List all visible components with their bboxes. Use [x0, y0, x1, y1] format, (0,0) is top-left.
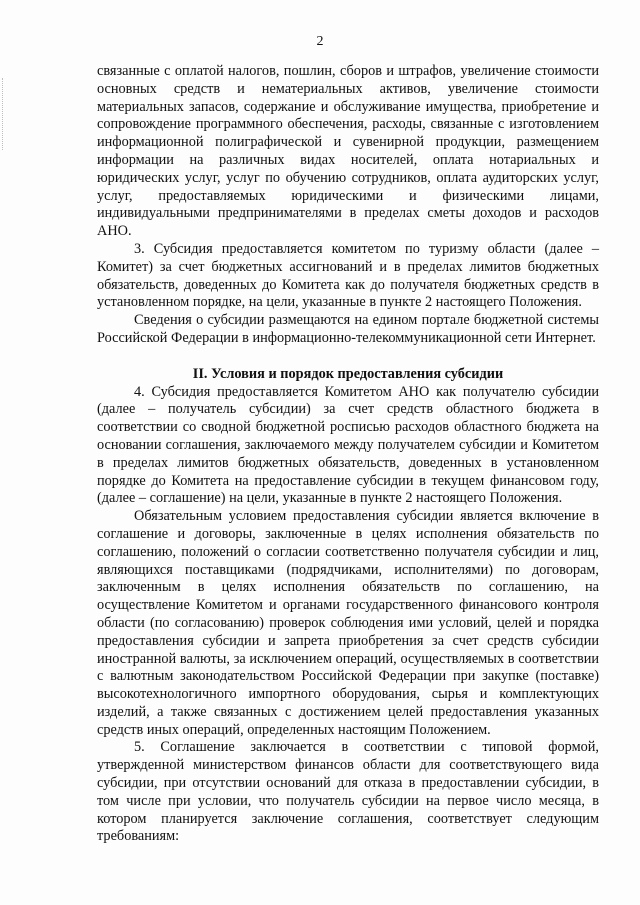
paragraph-subsidy-info: Сведения о субсидии размещаются на едином портале бюджетной системы Российской Федерации в информационно-телекоммуникационной сети Интернет.	[97, 312, 599, 346]
paragraph-item-4: 4. Субсидия предоставляется Комитетом АНО как получателю субсидии (далее – получатель субсидии) за счет средств областного бюджета в соответствии со сводной бюджетной росписью расходов областного бюджета на основании соглашения, заключаемого между получателем субсидии и Комитетом в пределах лимитов бюджетных обязательств, доведенных в установленном порядке до Комитета на предоставление субсидии в текущем финансовом году, (далее – соглашение) на цели, указанные в пункте 2 настоящего Положения.	[97, 383, 599, 507]
paragraph-continuation: связанные с оплатой налогов, пошлин, сборов и штрафов, увеличение стоимости основных средств и нематериальных активов, увеличение стоимости материальных запасов, содержание и обслуживание имущества, приобретение и сопровождение программного обеспечения, расходы, связанные с изготовлением информационной полиграфической и сувенирной продукции, размещением информации на различных видах носителей, оплата нотариальных и юридических услуг, услуг по обучению сотрудников, оплата аудиторских услуг, услуг, предоставляемых юридическими и физическими лицами, индивидуальными предпринимателями в пределах сметы доходов и расходов АНО.	[97, 63, 599, 240]
section-heading: II. Условия и порядок предоставления субсидии	[192, 365, 504, 382]
paragraph-mandatory-condition: Обязательным условием предоставления субсидии является включение в соглашение и договоры, заключенные в целях исполнения обязательств по соглашению, положений о согласии соответственно получателя субсидии и лиц, являющихся поставщиками (подрядчиками, исполнителями) по договорам, заключенным в целях исполнения обязательств по соглашению, на осуществление Комитетом и органами государственного финансового контроля области (по согласованию) проверок соблюдения ими условий, целей и порядка предоставления субсидии и запрета приобретения за счет средств субсидии иностранной валюты, за исключением операций, осуществляемых в соответствии с валютным законодательством Российской Федерации при закупке (поставке) высокотехнологичного импортного оборудования, сырья и комплектующих изделий, а также связанных с достижением целей предоставления указанных средств иных операций, определенных настоящим Положением.	[97, 508, 599, 738]
scan-artifact	[2, 78, 9, 150]
paragraph-item-3: 3. Субсидия предоставляется комитетом по туризму области (далее – Комитет) за счет бюджетных ассигнований и в пределах лимитов бюджетных обязательств, доведенных до Комитета как до получателя бюджетных средств в установленном порядке, на цели, указанные в пункте 2 настоящего Положения.	[97, 240, 599, 311]
page-number: 2	[316, 34, 324, 49]
paragraph-item-5: 5. Соглашение заключается в соответствии с типовой формой, утвержденной министерством финансов области для соответствующего вида субсидии, при отсутствии оснований для отказа в предоставлении субсидии, в том числе при условии, что получатель субсидии на первое число месяца, в котором планируется заключение соглашения, соответствует следующим требованиям:	[97, 739, 599, 845]
document-body	[97, 63, 599, 846]
